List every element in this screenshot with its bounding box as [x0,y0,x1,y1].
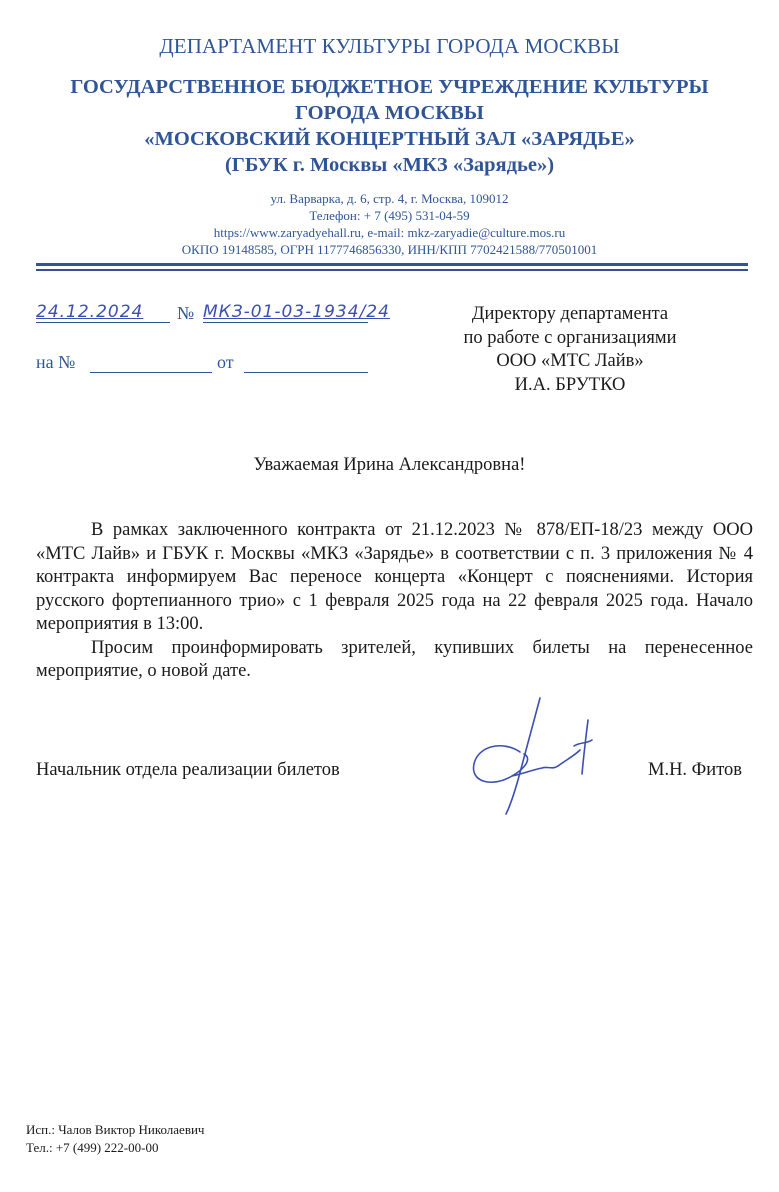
addressee-name: И.А. БРУТКО [514,374,626,395]
signatory-name: М.Н. Фитов [648,760,743,780]
signatory-title: Начальник отдела реализации билетов [36,760,340,780]
addressee-line: Директору департамента [471,304,669,324]
addressee-company: ООО «МТС Лайв» [496,351,644,371]
handwritten-signature [462,690,612,820]
outgoing-number: МКЗ-01-03-1934/24 [203,302,390,322]
body-paragraph: В рамках заключенного контракта от 21.12.2023 № 878/ЕП-18/23 между ООО «МТС Лайв» и ГБУК г. Москвы «МКЗ «Зарядье» в соответствии с п. 3 приложения № 4 контракта информируем Вас переносе концерта «Концерт с пояснениями. История русского фортепианного трио» с 1 февраля 2025 года на 22 февраля 2025 года. Начало мероприятия в 13:00. [36,520,753,634]
phone: Телефон: + 7 (495) 531-04-59 [309,208,470,223]
reference-date-blank [244,372,368,373]
contact-block [0,190,779,258]
letter-body [36,519,753,684]
letterhead-divider-thin [36,269,748,271]
addressee-line: по работе с организациями [463,327,677,348]
outgoing-date: 24.12.2024 [36,302,144,322]
addressee-block [440,303,700,397]
registration-codes: ОКПО 19148585, ОГРН 1177746856330, ИНН/КПП 7702421588/770501001 [181,242,598,257]
executor-block [26,1121,204,1157]
date-underline [36,322,170,323]
reference-number-blank [90,372,212,373]
executor-name: Исп.: Чалов Виктор Николаевич [26,1122,205,1137]
org-name-line: ГОРОДА МОСКВЫ [295,102,484,124]
executor-phone: Тел.: +7 (499) 222-00-00 [26,1140,159,1155]
number-underline [203,322,368,323]
website-email: https://www.zaryadyehall.ru, e-mail: mkz-zaryadie@culture.mos.ru [213,225,566,240]
org-name-line: «МОСКОВСКИЙ КОНЦЕРТНЫЙ ЗАЛ «ЗАРЯДЬЕ» [144,128,635,150]
reference-number-label: на № [36,352,76,372]
outgoing-number-label: № [177,303,195,323]
greeting: Уважаемая Ирина Александровна! [253,455,526,475]
body-paragraph: Просим проинформировать зрителей, купивших билеты на перенесенное мероприятие, о новой дате. [36,637,753,681]
department-name: ДЕПАРТАМЕНТ КУЛЬТУРЫ ГОРОДА МОСКВЫ [159,34,620,58]
org-name-line: ГОСУДАРСТВЕННОЕ БЮДЖЕТНОЕ УЧРЕЖДЕНИЕ КУЛЬТУРЫ [70,76,709,98]
reference-date-label: от [217,352,234,372]
organization-name [0,74,779,178]
letterhead-divider-thick [36,263,748,266]
org-short-name: (ГБУК г. Москвы «МКЗ «Зарядье») [224,154,555,176]
address: ул. Варварка, д. 6, стр. 4, г. Москва, 109012 [270,191,509,206]
